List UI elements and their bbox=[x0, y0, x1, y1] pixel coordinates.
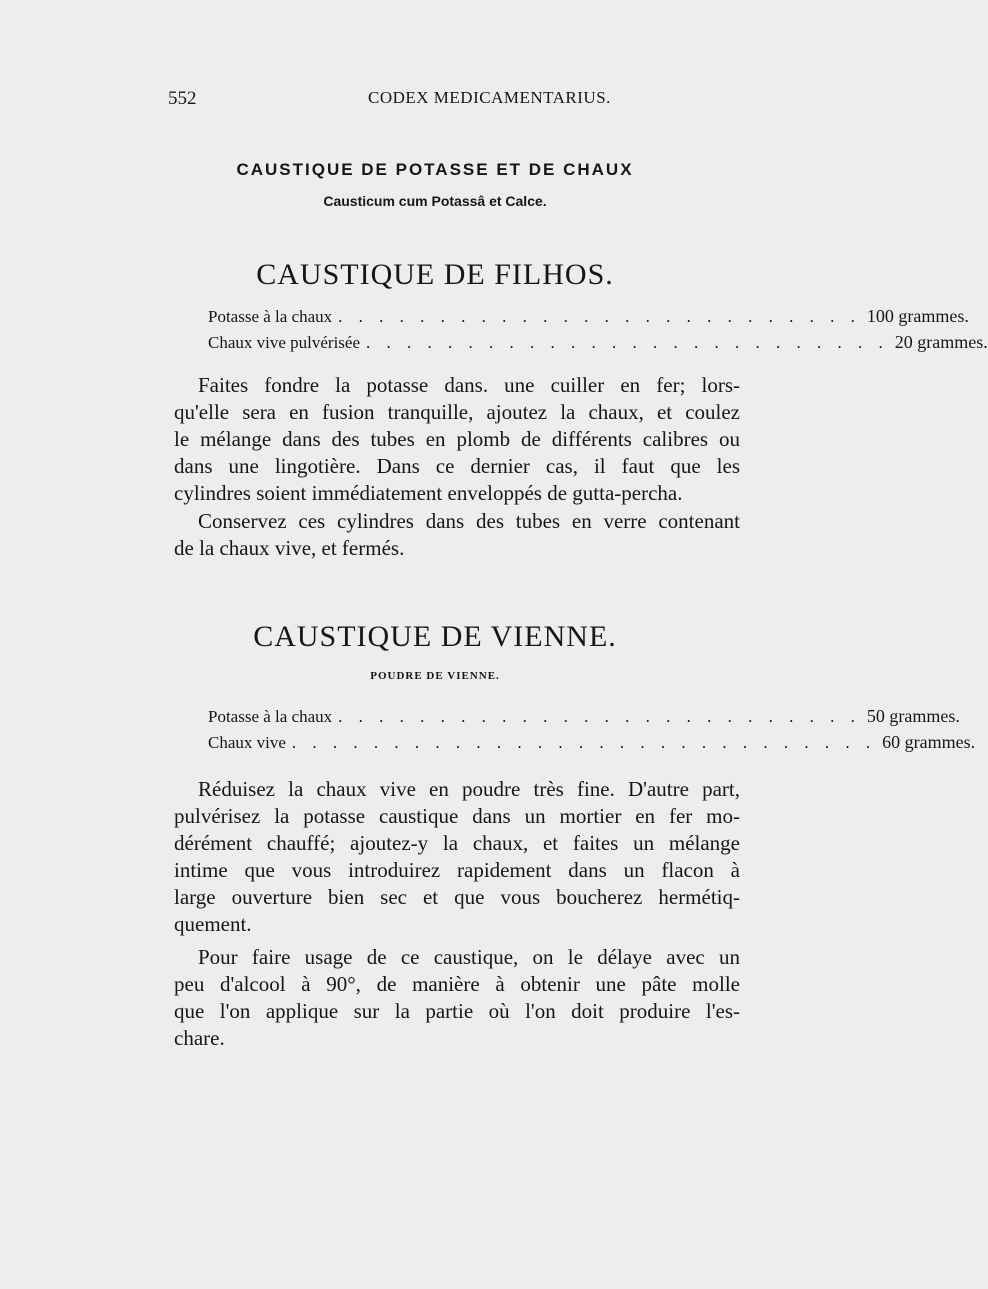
text-line: dans une lingotière. Dans ce dernier cas, il faut que les bbox=[174, 454, 740, 478]
text-line: chare. bbox=[174, 1026, 225, 1050]
text-line: qu'elle sera en fusion tranquille, ajoutez la chaux, et coulez bbox=[174, 400, 740, 424]
subtitle-poudre-vienne: POUDRE DE VIENNE. bbox=[370, 670, 500, 682]
ingredient-row bbox=[208, 732, 976, 758]
ingredient-name: Potasse à la chaux bbox=[208, 307, 333, 326]
text-line: cylindres soient immédiatement enveloppés de gutta-percha. bbox=[174, 481, 683, 505]
page-number: 552 bbox=[168, 88, 197, 109]
ingredient-name: Potasse à la chaux bbox=[208, 707, 333, 726]
text-line: large ouverture bien sec et que vous boucherez hermétiq- bbox=[174, 885, 740, 909]
ingredient-row bbox=[208, 306, 969, 332]
ingredient-row bbox=[208, 332, 988, 358]
page-header bbox=[168, 88, 696, 112]
paragraph-vienne-preparation bbox=[174, 776, 740, 938]
ingredient-row bbox=[208, 706, 960, 732]
leader-dots: . . . . . . . . . . . . . . . . . . . . . . . . . . bbox=[338, 307, 861, 326]
text-line: Pour faire usage de ce caustique, on le délaye avec un bbox=[198, 945, 740, 969]
text-line: de la chaux vive, et fermés. bbox=[174, 536, 405, 560]
ingredient-quantity: 60 grammes. bbox=[882, 732, 976, 752]
text-line: Réduisez la chaux vive en poudre très fine. D'autre part, bbox=[198, 777, 740, 801]
leader-dots: . . . . . . . . . . . . . . . . . . . . . . . . . . bbox=[338, 707, 861, 726]
ingredient-quantity: 100 grammes. bbox=[866, 306, 969, 326]
text-line: Faites fondre la potasse dans. une cuiller en fer; lors- bbox=[198, 373, 740, 397]
section-subtitle-latin: Causticum cum Potassâ et Calce. bbox=[323, 193, 547, 209]
leader-dots: . . . . . . . . . . . . . . . . . . . . . . . . . . bbox=[366, 333, 889, 352]
paragraph-vienne-usage bbox=[174, 944, 740, 1052]
ingredient-quantity: 20 grammes. bbox=[894, 332, 988, 352]
leader-dots: . . . . . . . . . . . . . . . . . . . . . . . . . . . . . bbox=[291, 733, 877, 752]
text-line: dérément chauffé; ajoutez-y la chaux, et faites un mélange bbox=[174, 831, 740, 855]
text-line: peu d'alcool à 90°, de manière à obtenir une pâte molle bbox=[174, 972, 740, 996]
text-line: intime que vous introduirez rapidement dans un flacon à bbox=[174, 858, 740, 882]
section-title-potasse-chaux: CAUSTIQUE DE POTASSE ET DE CHAUX bbox=[236, 160, 634, 179]
text-line: Conservez ces cylindres dans des tubes en verre contenant bbox=[198, 509, 740, 533]
paragraph-filhos-conservation bbox=[174, 508, 740, 562]
text-line: le mélange dans des tubes en plomb de différents calibres ou bbox=[174, 427, 740, 451]
heading-caustique-vienne: CAUSTIQUE DE VIENNE. bbox=[253, 620, 617, 653]
ingredient-quantity: 50 grammes. bbox=[866, 706, 960, 726]
text-line: pulvérisez la potasse caustique dans un mortier en fer mo- bbox=[174, 804, 740, 828]
paragraph-filhos-preparation bbox=[174, 372, 740, 507]
running-title: CODEX MEDICAMENTARIUS. bbox=[368, 88, 611, 107]
heading-caustique-filhos: CAUSTIQUE DE FILHOS. bbox=[256, 258, 614, 291]
ingredient-name: Chaux vive pulvérisée bbox=[208, 333, 361, 352]
text-line: que l'on applique sur la partie où l'on doit produire l'es- bbox=[174, 999, 740, 1023]
ingredient-name: Chaux vive bbox=[208, 733, 286, 752]
text-line: quement. bbox=[174, 912, 252, 936]
